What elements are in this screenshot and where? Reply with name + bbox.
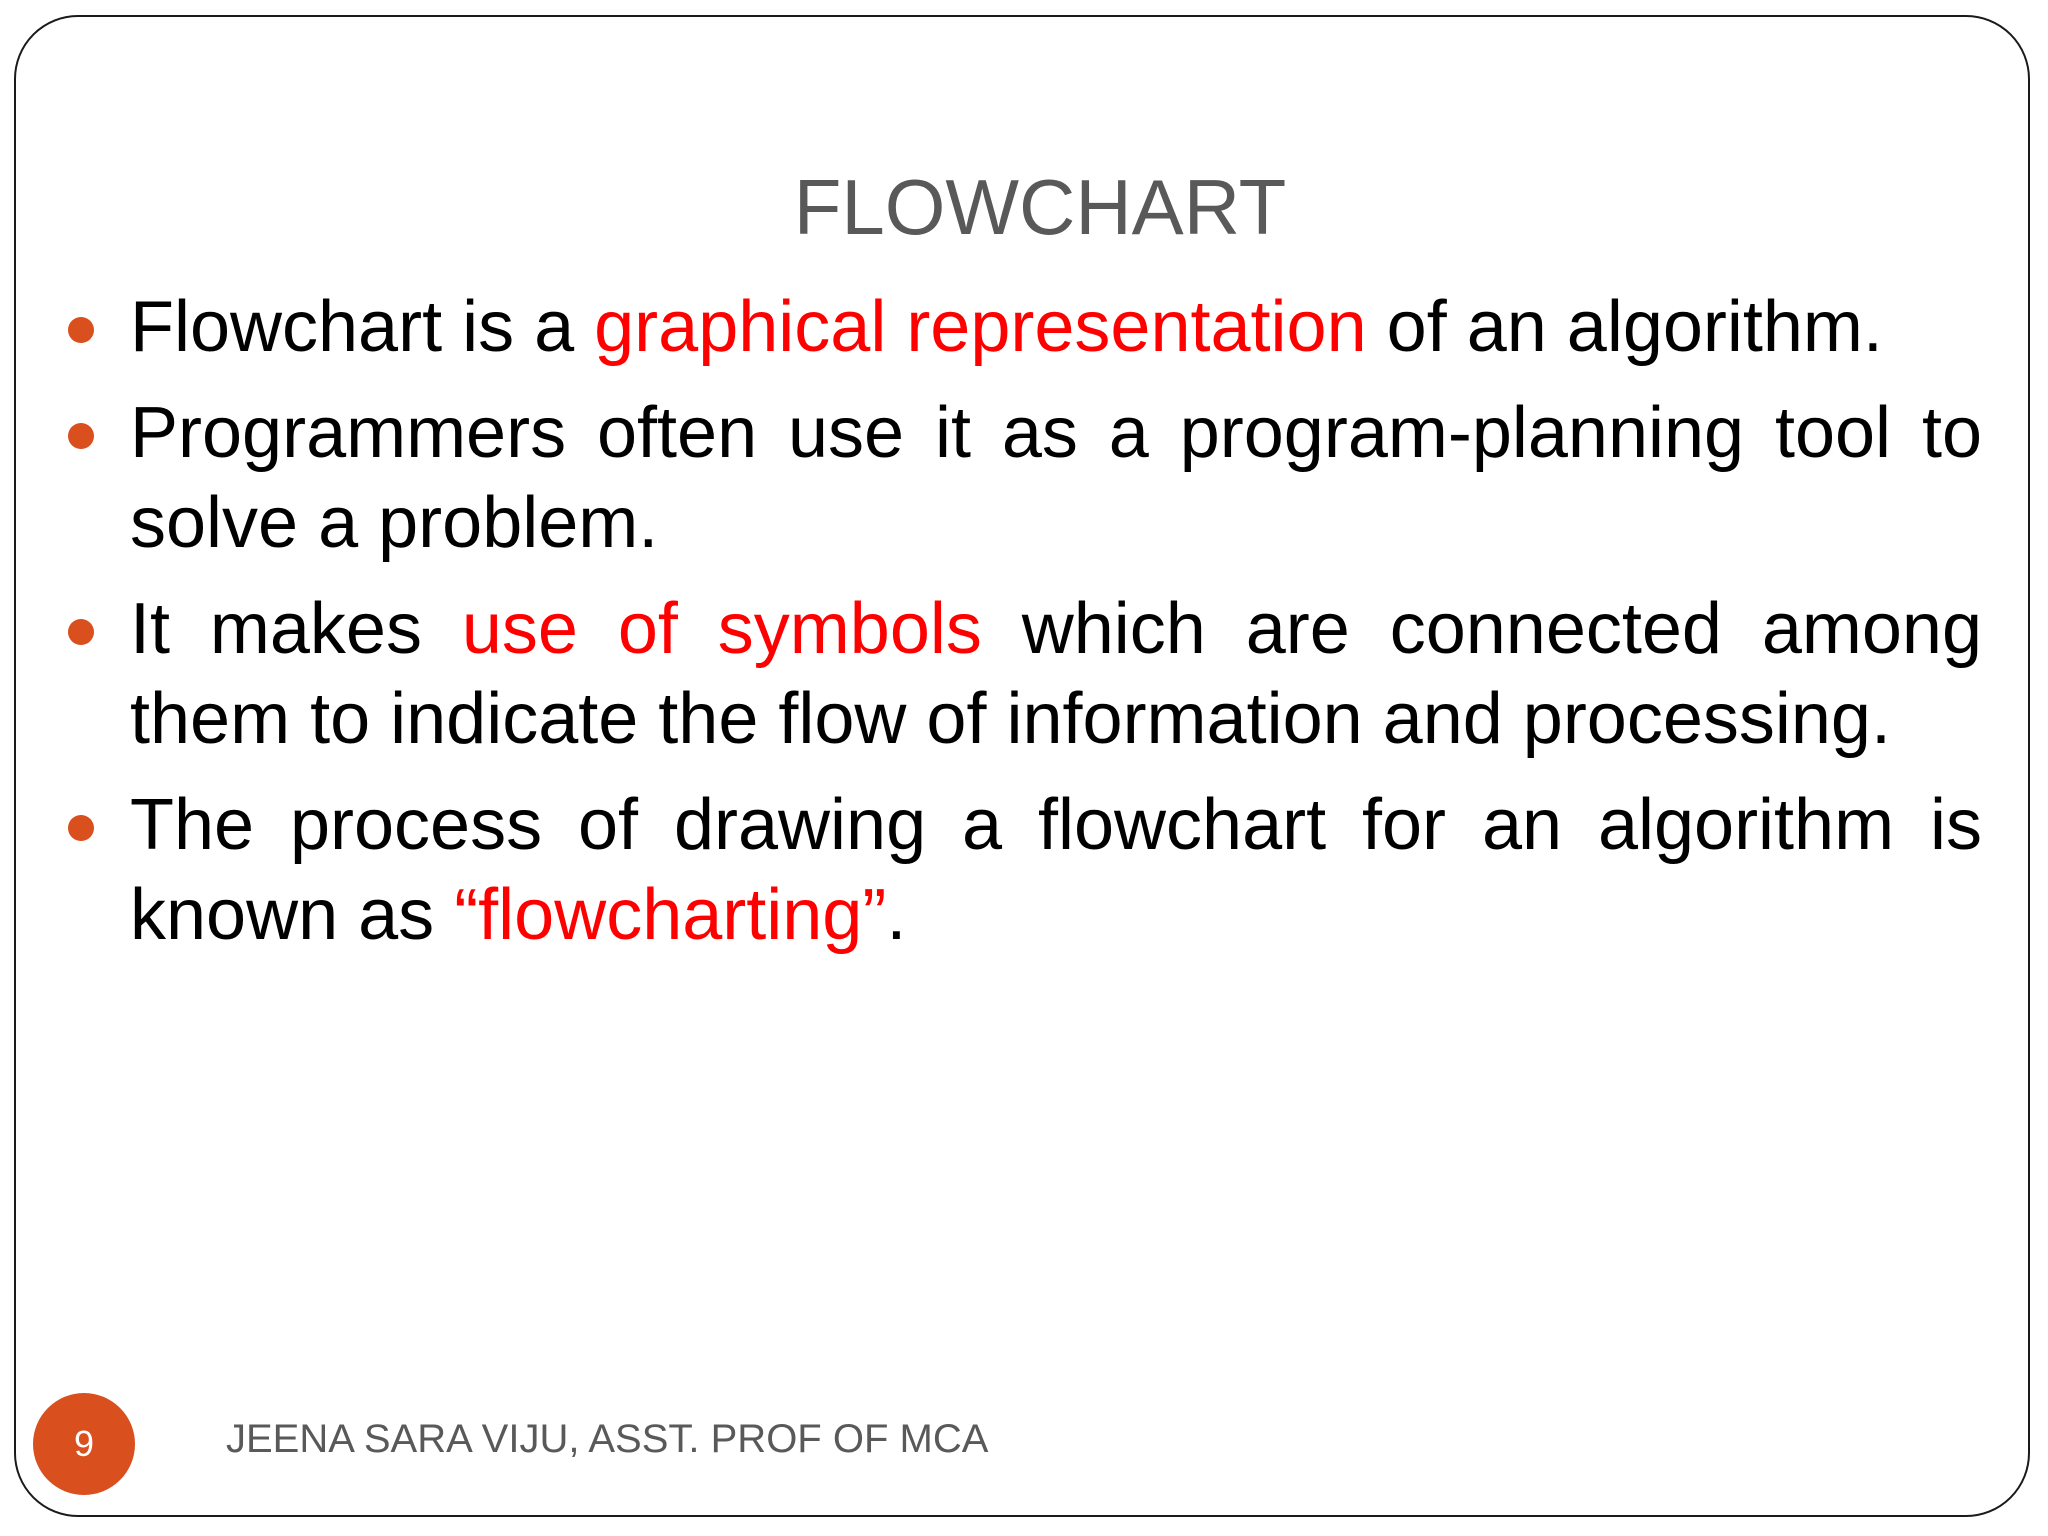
bullet-text: Flowchart is a [130,287,595,367]
bullet-text: . [886,875,907,955]
bullet-item-4 [130,780,1982,960]
highlighted-term: graphical representation [594,287,1367,367]
bullet-item-3 [130,584,1982,764]
highlighted-term: use of symbols [461,589,982,669]
bullet-item-1 [130,282,1982,372]
highlighted-term: “flowcharting” [454,875,887,955]
bullet-text: which are connected among them to indicate the flow of information and processing. [130,589,1982,759]
bullet-text: of an algorithm. [1366,287,1883,367]
bullet-list [130,282,1982,976]
bullet-item-2 [130,388,1982,568]
footer-author: JEENA SARA VIJU, ASST. PROF OF MCA [226,1417,989,1461]
page-number-badge [33,1393,135,1495]
bullet-text: Programmers often use it as a program-planning tool to solve a problem. [130,393,1982,563]
slide-title: FLOWCHART [793,163,1287,251]
bullet-text: The process of drawing a flowchart for an algorithm is known as [130,785,1982,955]
page-number: 9 [73,1423,95,1464]
bullet-text: It makes [130,589,462,669]
